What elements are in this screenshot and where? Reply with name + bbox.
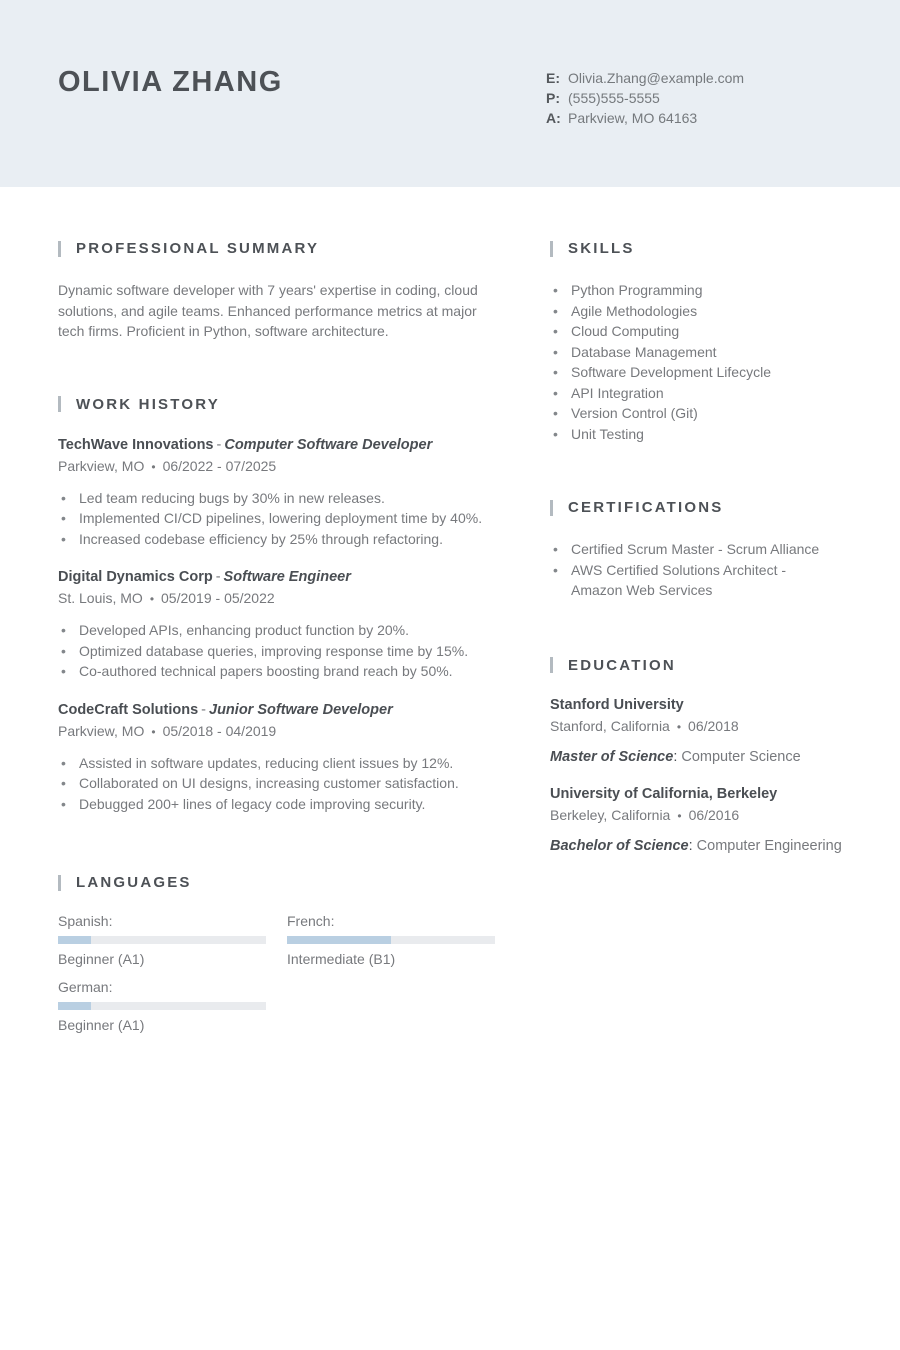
language-grid — [58, 913, 498, 1033]
skill-item: • Unit Testing — [550, 424, 846, 445]
skill-item: • Software Development Lifecycle — [550, 362, 846, 383]
education-section-title: EDUCATION — [550, 657, 846, 674]
email-label: E: — [546, 70, 560, 86]
graduation-date: 06/2016 — [688, 806, 740, 823]
skills-list — [550, 280, 846, 444]
job-bullet-list — [58, 753, 498, 815]
school-meta-line — [550, 718, 846, 734]
language-item — [287, 913, 516, 967]
job-location: Parkview, MO — [58, 722, 145, 739]
phone-label: P: — [546, 90, 560, 106]
skill-item: • Agile Methodologies — [550, 301, 846, 322]
job-bullet-list — [58, 488, 498, 550]
language-name: German: — [58, 979, 113, 995]
contact-block — [546, 68, 744, 128]
degree-colon: : — [673, 748, 678, 765]
job-meta-line — [58, 458, 498, 474]
company-name: Digital Dynamics Corp — [58, 569, 213, 585]
degree-name: Master of Science — [550, 748, 674, 765]
language-progress-bar — [287, 936, 495, 944]
section-skills — [550, 240, 846, 444]
job-bullet-list — [58, 620, 498, 682]
job-entry — [58, 569, 498, 682]
skill-item: • Python Programming — [550, 280, 846, 301]
language-progress-bar — [58, 1002, 266, 1010]
language-name: French: — [287, 913, 335, 929]
header-band — [0, 0, 900, 187]
school-location: Berkeley, California — [550, 806, 671, 823]
job-title-line — [58, 437, 498, 453]
language-item — [58, 913, 287, 967]
job-role: Software Engineer — [223, 569, 351, 585]
job-role: Computer Software Developer — [224, 436, 433, 453]
right-column — [550, 187, 846, 1033]
skill-item: • API Integration — [550, 383, 846, 404]
language-progress-bar — [58, 936, 266, 944]
meta-separator: • — [151, 724, 156, 739]
job-entry — [58, 437, 498, 550]
email-value: Olivia.Zhang@example.com — [568, 70, 745, 86]
education-entry — [550, 786, 846, 854]
school-name: Stanford University — [550, 696, 684, 713]
section-work-history — [58, 396, 498, 815]
section-certifications — [550, 499, 846, 601]
resume-body — [0, 187, 900, 1033]
skills-section-title: SKILLS — [550, 240, 846, 257]
job-bullet: • Optimized database queries, improving response time by 15%. — [58, 641, 498, 662]
school-location: Stanford, California — [550, 717, 670, 734]
school-name: University of California, Berkeley — [550, 785, 778, 802]
job-bullet: • Co-authored technical papers boosting brand reach by 50%. — [58, 661, 498, 682]
title-separator: - — [201, 701, 207, 718]
job-dates: 06/2022 - 07/2025 — [162, 457, 277, 474]
title-separator: - — [215, 569, 221, 585]
job-bullet: • Debugged 200+ lines of legacy code improving security. — [58, 794, 498, 815]
job-meta-line — [58, 723, 498, 739]
certification-item: • Certified Scrum Master - Scrum Alliance — [550, 539, 822, 560]
job-bullet: • Assisted in software updates, reducing client issues by 12%. — [58, 753, 498, 774]
language-progress-fill — [58, 936, 91, 944]
section-education — [550, 657, 846, 854]
meta-separator: • — [149, 592, 155, 606]
job-title-line — [58, 702, 498, 718]
contact-email-row — [546, 68, 744, 88]
job-role: Junior Software Developer — [209, 701, 393, 718]
candidate-name: OLIVIA ZHANG — [58, 66, 283, 98]
language-level: Intermediate (B1) — [287, 951, 396, 967]
job-dates: 05/2019 - 05/2022 — [161, 590, 275, 606]
graduation-date: 06/2018 — [688, 717, 739, 734]
education-entry — [550, 697, 846, 765]
certifications-list — [550, 539, 822, 601]
certification-item: • AWS Certified Solutions Architect - Amazon Web Services — [550, 560, 822, 601]
contact-address-row — [546, 108, 744, 128]
language-progress-fill — [58, 1002, 91, 1010]
address-value: Parkview, MO 64163 — [568, 110, 698, 126]
language-item — [58, 979, 287, 1033]
summary-text: Dynamic software developer with 7 years' expertise in coding, cloud solutions, and agile teams. Enhanced performance metrics at major tech firms. Proficient in Python, software architecture. — [58, 282, 478, 339]
job-dates: 05/2018 - 04/2019 — [162, 722, 277, 739]
degree-field: Computer Engineering — [692, 837, 842, 854]
section-professional-summary — [58, 240, 498, 342]
meta-separator: • — [151, 459, 156, 474]
job-bullet: • Developed APIs, enhancing product function by 20%. — [58, 620, 498, 641]
degree-colon: : — [688, 837, 693, 854]
job-title-line — [58, 569, 498, 585]
work-section-title: WORK HISTORY — [58, 396, 498, 413]
summary-section-title: PROFESSIONAL SUMMARY — [58, 240, 498, 257]
address-label: A: — [546, 110, 561, 126]
job-location: St. Louis, MO — [58, 590, 143, 606]
skill-item: • Version Control (Git) — [550, 403, 846, 424]
language-progress-fill — [287, 936, 391, 944]
job-entry — [58, 702, 498, 815]
left-column — [58, 187, 498, 1033]
school-meta-line — [550, 807, 846, 823]
degree-line — [550, 749, 846, 765]
job-bullet: • Implemented CI/CD pipelines, lowering deployment time by 40%. — [58, 508, 498, 529]
language-level: Beginner (A1) — [58, 1017, 145, 1033]
degree-field: Computer Science — [677, 748, 801, 765]
language-level: Beginner (A1) — [58, 951, 145, 967]
company-name: TechWave Innovations — [58, 436, 214, 453]
company-name: CodeCraft Solutions — [58, 701, 199, 718]
meta-separator: • — [677, 808, 682, 823]
skill-item: • Database Management — [550, 342, 846, 363]
job-meta-line — [58, 590, 498, 606]
certifications-section-title: CERTIFICATIONS — [550, 499, 846, 516]
title-separator: - — [216, 436, 222, 453]
language-name: Spanish: — [58, 913, 113, 929]
skill-item: • Cloud Computing — [550, 321, 846, 342]
job-bullet: • Increased codebase efficiency by 25% through refactoring. — [58, 529, 498, 550]
section-languages — [58, 874, 498, 1033]
phone-value: (555)555-5555 — [568, 90, 660, 106]
job-bullet: • Collaborated on UI designs, increasing customer satisfaction. — [58, 773, 498, 794]
languages-section-title: LANGUAGES — [58, 874, 498, 891]
meta-separator: • — [676, 719, 682, 734]
degree-name: Bachelor of Science — [550, 837, 689, 854]
job-bullet: • Led team reducing bugs by 30% in new releases. — [58, 488, 498, 509]
degree-line — [550, 838, 846, 854]
contact-phone-row — [546, 88, 744, 108]
job-location: Parkview, MO — [58, 457, 145, 474]
